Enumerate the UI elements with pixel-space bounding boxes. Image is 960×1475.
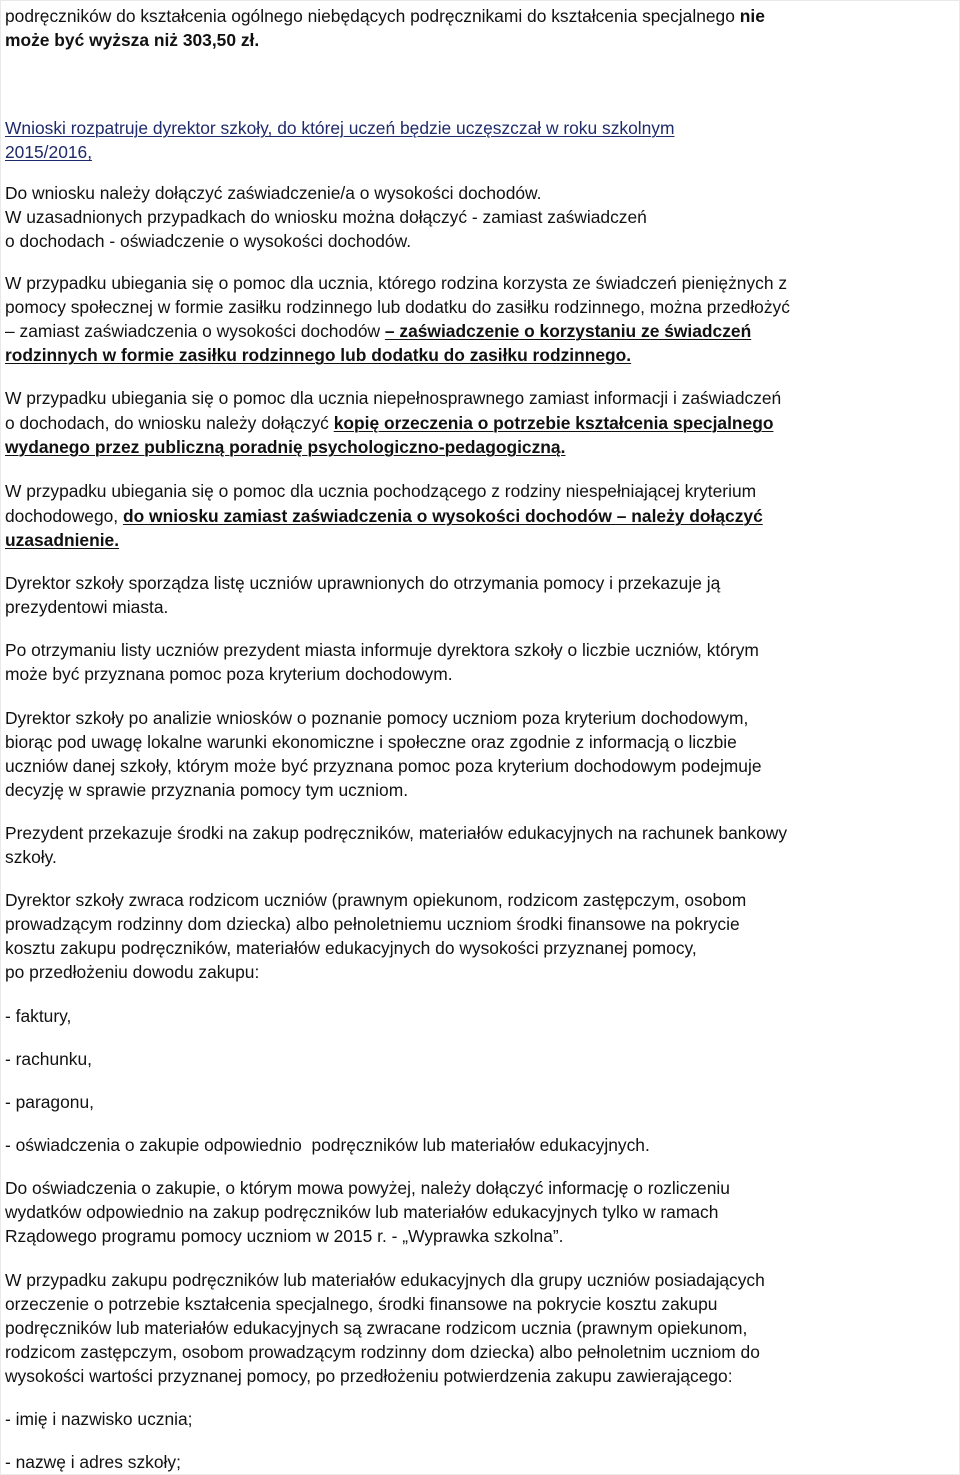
paragraph-line: wysokości wartości przyznanej pomocy, po przedłożeniu potwierdzenia zakupu zawierającego: [5,1366,733,1386]
text: dochodowego, [5,506,123,526]
paragraph-line: W przypadku ubiegania się o pomoc dla ucznia pochodzącego z rodziny niespełniającej kryterium [5,481,757,501]
paragraph-line: rodzicom zastępczym, osobom prowadzącym rodzinny dom dziecka) albo pełnoletnim uczniom do [5,1342,760,1362]
paragraph-line: Dyrektor szkoły sporządza listę uczniów uprawnionych do otrzymania pomocy i przekazuje ją [5,573,721,593]
paragraph-line: W przypadku zakupu podręczników lub materiałów edukacyjnych dla grupy uczniów posiadających [5,1270,765,1290]
list-item: - nazwę i adres szkoły; [5,1452,181,1472]
paragraph-line: rodzinnych w formie zasiłku rodzinnego lub dodatku do zasiłku rodzinnego. [5,345,632,365]
paragraph-line: pomocy społecznej w formie zasiłku rodzinnego lub dodatku do zasiłku rodzinnego, można przedłożyć [5,297,790,317]
paragraph-line: prezydentowi miasta. [5,597,169,617]
bold-underlined-text: kopię orzeczenia o potrzebie kształcenia specjalnego [333,413,774,433]
text: – zamiast zaświadczenia o wysokości dochodów [5,321,385,341]
paragraph-line: może być wyższa niż 303,50 zł. [5,30,260,50]
paragraph-line: W uzasadnionych przypadkach do wniosku można dołączyć - zamiast zaświadczeń [5,207,647,227]
paragraph-line: decyzję w sprawie przyznania pomocy tym uczniom. [5,780,409,800]
paragraph-line: prowadzącym rodzinny dom dziecka) albo pełnoletniemu uczniom środki finansowe na pokrycie [5,914,740,934]
underlined-line: Wnioski rozpatruje dyrektor szkoły, do której uczeń będzie uczęszczał w roku szkolnym [5,118,675,138]
paragraph-line: Rządowego programu pomocy uczniom w 2015 r. - „Wyprawka szkolna”. [5,1226,564,1246]
paragraph-line [5,319,751,343]
paragraph-line [5,411,773,435]
paragraph-line: Do wniosku należy dołączyć zaświadczenie/a o wysokości dochodów. [5,183,542,203]
text: podręczników do kształcenia ogólnego niebędących podręcznikami do kształcenia specjalnego [5,6,740,26]
list-item: - faktury, [5,1006,72,1026]
paragraph-line: uczniów danej szkoły, którym może być przyznana pomoc poza kryterium dochodowym podejmuje [5,756,762,776]
list-item: - rachunku, [5,1049,92,1069]
paragraph-line: uzasadnienie. [5,530,120,550]
text: o dochodach, do wniosku należy dołączyć [5,413,334,433]
paragraph-line: Prezydent przekazuje środki na zakup podręczników, materiałów edukacyjnych na rachunek bankowy [5,823,788,843]
list-item: - paragonu, [5,1092,94,1112]
bold-underlined-text: – zaświadczenie o korzystaniu ze świadczeń [384,321,752,341]
paragraph-line: biorąc pod uwagę lokalne warunki ekonomiczne i społeczne oraz zgodnie z informacją o liczbie [5,732,737,752]
bold-underlined-text: – należy dołączyć [611,506,763,526]
paragraph-line: wydatków odpowiednio na zakup podręczników lub materiałów edukacyjnych tylko w ramach [5,1202,719,1222]
paragraph-line: po przedłożeniu dowodu zakupu: [5,962,260,982]
paragraph-line: o dochodach - oświadczenie o wysokości dochodów. [5,231,412,251]
paragraph-line: Dyrektor szkoły zwraca rodzicom uczniów (prawnym opiekunom, rodzicom zastępczym, osobom [5,890,747,910]
paragraph-line: W przypadku ubiegania się o pomoc dla ucznia, którego rodzina korzysta ze świadczeń pieniężnych z [5,273,788,293]
paragraph-line: może być przyznana pomoc poza kryterium dochodowym. [5,664,453,684]
paragraph-line: wydanego przez publiczną poradnię psychologiczno-pedagogiczną. [5,437,566,457]
paragraph-line: kosztu zakupu podręczników, materiałów edukacyjnych do wysokości przyznanej pomocy, [5,938,697,958]
paragraph-line: szkoły. [5,847,57,867]
bold-text: nie [739,6,765,26]
paragraph-line: W przypadku ubiegania się o pomoc dla ucznia niepełnosprawnego zamiast informacji i zaświadczeń [5,388,782,408]
list-item: - oświadczenia o zakupie odpowiednio podręczników lub materiałów edukacyjnych. [5,1135,650,1155]
paragraph-line: podręczników lub materiałów edukacyjnych są zwracane rodzicom ucznia (prawnym opiekunom, [5,1318,748,1338]
paragraph-line: Do oświadczenia o zakupie, o którym mowa powyżej, należy dołączyć informację o rozliczeniu [5,1178,730,1198]
paragraph-line: orzeczenie o potrzebie kształcenia specjalnego, środki finansowe na pokrycie kosztu zakupu [5,1294,718,1314]
list-item: - imię i nazwisko ucznia; [5,1409,193,1429]
paragraph-line: Po otrzymaniu listy uczniów prezydent miasta informuje dyrektora szkoły o liczbie uczniów, którym [5,640,759,660]
paragraph-line [5,504,763,528]
paragraph-line [5,4,765,28]
bold-underlined-text: do wniosku zamiast zaświadczenia o wysokości dochodów [122,506,612,526]
paragraph-line: Dyrektor szkoły po analizie wniosków o poznanie pomocy uczniom poza kryterium dochodowym, [5,708,749,728]
underlined-line: 2015/2016, [5,142,93,162]
